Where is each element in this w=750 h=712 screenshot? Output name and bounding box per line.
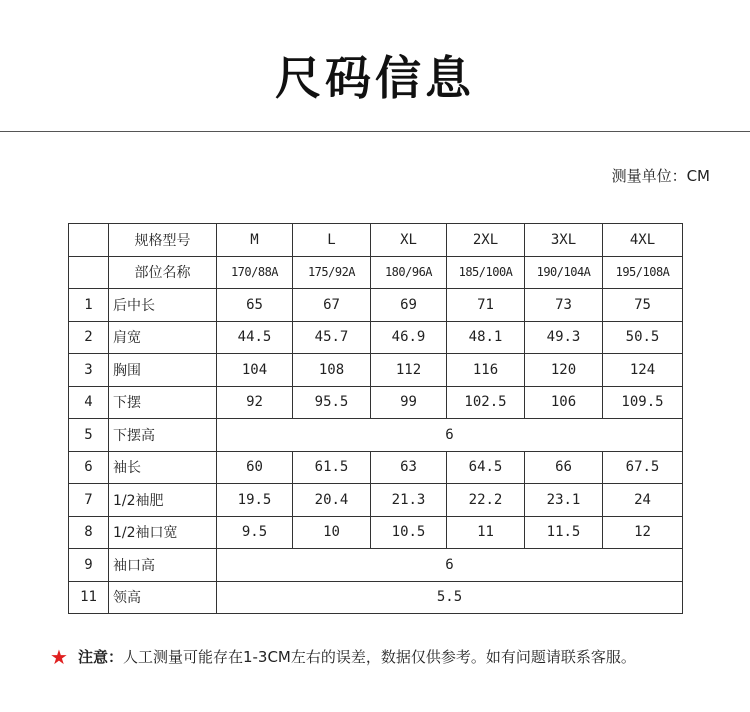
size-header-cell: M [217, 224, 293, 257]
value-cell: 99 [371, 386, 447, 419]
value-cell: 45.7 [293, 321, 371, 354]
value-cell: 109.5 [603, 386, 683, 419]
value-cell: 73 [525, 289, 603, 322]
value-cell: 120 [525, 354, 603, 387]
notice-text: 人工测量可能存在1-3CM左右的误差，数据仅供参考。如有问题请联系客服。 [122, 648, 636, 666]
merged-value-cell: 6 [217, 419, 683, 452]
measurement-name-cell: 胸围 [109, 354, 217, 387]
value-cell: 11.5 [525, 516, 603, 549]
value-cell: 95.5 [293, 386, 371, 419]
measurement-name-cell: 袖口高 [109, 549, 217, 582]
row-number-cell: 3 [69, 354, 109, 387]
row-number-cell: 5 [69, 419, 109, 452]
row-number-cell: 2 [69, 321, 109, 354]
table-row [69, 581, 683, 614]
value-cell: 19.5 [217, 484, 293, 517]
value-cell: 108 [293, 354, 371, 387]
size-header-cell: 4XL [603, 224, 683, 257]
table-row [69, 289, 683, 322]
size-code-cell: 190/104A [525, 256, 603, 289]
value-cell: 22.2 [447, 484, 525, 517]
row-number-cell: 6 [69, 451, 109, 484]
size-header-cell: XL [371, 224, 447, 257]
size-code-cell: 175/92A [293, 256, 371, 289]
value-cell: 23.1 [525, 484, 603, 517]
code-label-cell: 部位名称 [109, 256, 217, 289]
measurement-name-cell: 1/2袖肥 [109, 484, 217, 517]
value-cell: 44.5 [217, 321, 293, 354]
table-row [69, 386, 683, 419]
measurement-name-cell: 1/2袖口宽 [109, 516, 217, 549]
value-cell: 50.5 [603, 321, 683, 354]
table-row [69, 516, 683, 549]
value-cell: 48.1 [447, 321, 525, 354]
size-header-cell: 3XL [525, 224, 603, 257]
unit-label: 测量单位：CM [611, 167, 710, 185]
table-row [69, 321, 683, 354]
value-cell: 61.5 [293, 451, 371, 484]
notice-label: 注意： [77, 648, 123, 666]
value-cell: 10 [293, 516, 371, 549]
size-table [68, 223, 683, 614]
value-cell: 116 [447, 354, 525, 387]
value-cell: 64.5 [447, 451, 525, 484]
value-cell: 46.9 [371, 321, 447, 354]
star-icon: ★ [50, 645, 68, 669]
value-cell: 12 [603, 516, 683, 549]
value-cell: 10.5 [371, 516, 447, 549]
title-divider [0, 131, 750, 132]
value-cell: 66 [525, 451, 603, 484]
value-cell: 11 [447, 516, 525, 549]
table-row [69, 451, 683, 484]
row-number-cell: 7 [69, 484, 109, 517]
row-number-cell: 9 [69, 549, 109, 582]
table-code-row [69, 256, 683, 289]
value-cell: 71 [447, 289, 525, 322]
measurement-name-cell: 领高 [109, 581, 217, 614]
size-code-cell: 180/96A [371, 256, 447, 289]
value-cell: 67.5 [603, 451, 683, 484]
size-code-cell: 170/88A [217, 256, 293, 289]
table-row [69, 419, 683, 452]
table-row [69, 484, 683, 517]
value-cell: 65 [217, 289, 293, 322]
size-code-cell: 195/108A [603, 256, 683, 289]
row-number-cell: 11 [69, 581, 109, 614]
value-cell: 20.4 [293, 484, 371, 517]
value-cell: 124 [603, 354, 683, 387]
table-row [69, 354, 683, 387]
value-cell: 69 [371, 289, 447, 322]
page-title: 尺码信息 [275, 51, 475, 105]
value-cell: 63 [371, 451, 447, 484]
table-header-row [69, 224, 683, 257]
measurement-name-cell: 下摆 [109, 386, 217, 419]
measurement-name-cell: 肩宽 [109, 321, 217, 354]
row-number-cell: 1 [69, 289, 109, 322]
measurement-name-cell: 后中长 [109, 289, 217, 322]
value-cell: 21.3 [371, 484, 447, 517]
measurement-name-cell: 下摆高 [109, 419, 217, 452]
header-blank-cell [69, 224, 109, 257]
value-cell: 92 [217, 386, 293, 419]
header-label-cell: 规格型号 [109, 224, 217, 257]
value-cell: 49.3 [525, 321, 603, 354]
size-header-cell: L [293, 224, 371, 257]
value-cell: 112 [371, 354, 447, 387]
row-number-cell: 4 [69, 386, 109, 419]
code-blank-cell [69, 256, 109, 289]
merged-value-cell: 6 [217, 549, 683, 582]
value-cell: 75 [603, 289, 683, 322]
measurement-name-cell: 袖长 [109, 451, 217, 484]
value-cell: 104 [217, 354, 293, 387]
size-code-cell: 185/100A [447, 256, 525, 289]
notice [50, 645, 636, 669]
table-row [69, 549, 683, 582]
value-cell: 24 [603, 484, 683, 517]
size-header-cell: 2XL [447, 224, 525, 257]
merged-value-cell: 5.5 [217, 581, 683, 614]
value-cell: 9.5 [217, 516, 293, 549]
value-cell: 67 [293, 289, 371, 322]
row-number-cell: 8 [69, 516, 109, 549]
value-cell: 60 [217, 451, 293, 484]
value-cell: 102.5 [447, 386, 525, 419]
value-cell: 106 [525, 386, 603, 419]
